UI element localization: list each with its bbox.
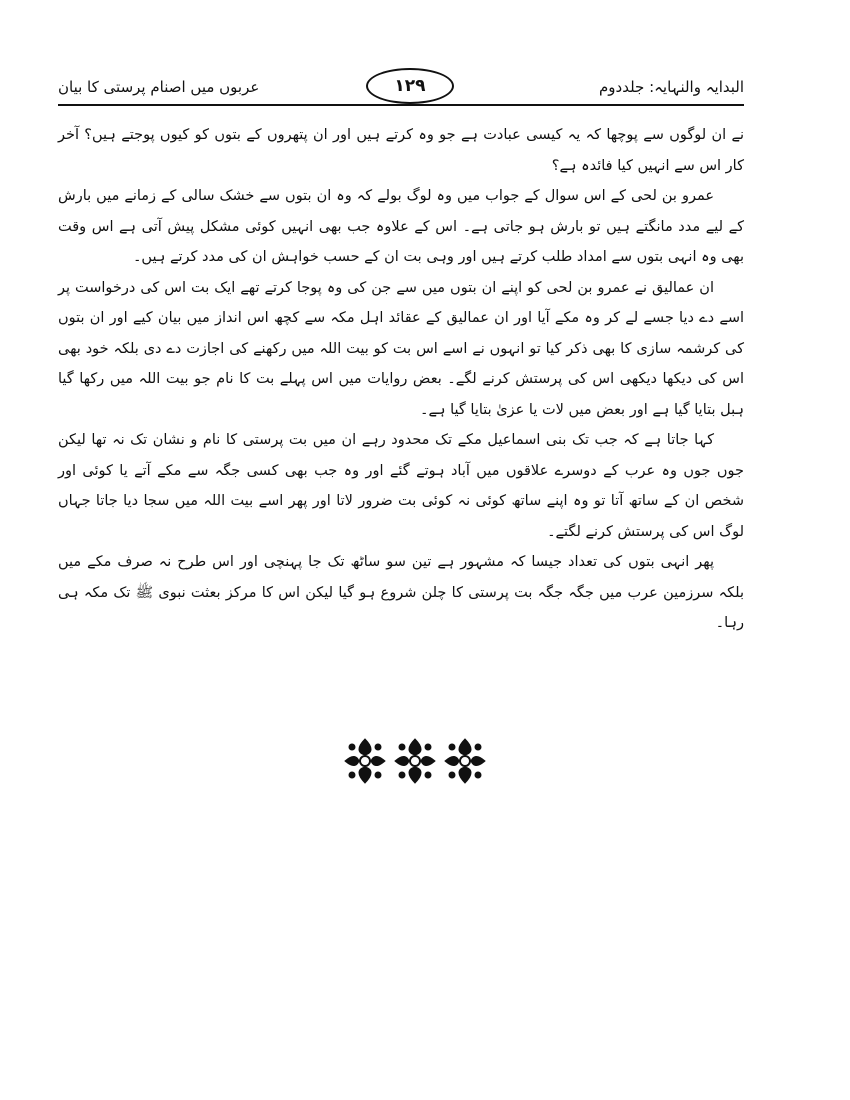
paragraph: نے ان لوگوں سے پوچھا کہ یہ کیسی عبادت ہے جو وہ کرتے ہیں اور ان پتھروں کے بتوں کو کیوں پوجتے ہیں؟ آخر کار اس سے انہیں کیا فائدہ ہے؟ bbox=[58, 127, 744, 174]
paragraph: عمرو بن لحی کے اس سوال کے جواب میں وہ لوگ بولے کہ وہ ان بتوں سے خشک سالی کے زمانے میں بارش کے لیے مدد مانگتے ہیں تو بارش ہو جاتی ہے۔ اس کے علاوہ جب بھی انہیں کوئی مشکل پیش آتی ہے اس وقت بھی وہ انہی بتوں سے امداد طلب کرتے ہیں اور وہی بت ان کے حسب خواہش ان کی مدد کرتے ہیں۔ bbox=[58, 188, 744, 265]
header-rule bbox=[58, 104, 744, 106]
page-number: ۱۲۹ bbox=[366, 68, 454, 104]
floral-ornament-icon bbox=[340, 736, 490, 786]
book-title: البدایہ والنہایہ: جلددوم bbox=[598, 78, 744, 96]
chapter-title: عربوں میں اصنام پرستی کا بیان bbox=[58, 78, 260, 96]
body-text bbox=[58, 120, 744, 639]
paragraph: پھر انہی بتوں کی تعداد جیسا کہ مشہور ہے تین سو ساٹھ تک جا پہنچی اور اس طرح نہ صرف مکے میں بلکہ سرزمین عرب میں جگہ جگہ بت پرستی کا چلن شروع ہو گیا لیکن اس کا مرکز بعثت نبوی ﷺ تک مکہ ہی رہا۔ bbox=[58, 554, 744, 631]
paragraph: ان عمالیق نے عمرو بن لحی کو اپنے ان بتوں میں سے جن کی وہ پوجا کرتے تھے ایک بت اس کی درخواست پر اسے دے دیا جسے لے کر وہ مکے آیا اور ان عمالیق کے عقائد اہل مکہ سے کچھ اس انداز میں بیان کیے اور ان بتوں کی کرشمہ سازی کا بھی ذکر کیا تو انہوں نے اسے اس بت کو بیت اللہ میں رکھنے کی اجازت دے دی بلکہ خود بھی اس کی دیکھا دیکھی اس کی پرستش کرنے لگے۔ بعض روایات میں اس پہلے بت کا نام جو بیت اللہ میں رکھا گیا ہبل بتایا گیا ہے اور بعض میں لات یا عزیٰ بتایا گیا ہے۔ bbox=[58, 279, 744, 418]
page-header bbox=[58, 68, 744, 108]
paragraph: کہا جاتا ہے کہ جب تک بنی اسماعیل مکے تک محدود رہے ان میں بت پرستی کا نام و نشان تک نہ تھا لیکن جوں جوں وہ عرب کے دوسرے علاقوں میں آباد ہوتے گئے اور وہ جب بھی کسی جگہ سے مکے آتے یا کوئی اور شخص ان کے ساتھ آتا تو وہ اپنے ساتھ کوئی نہ کوئی بت ضرور لاتا اور پھر اسے بیت اللہ میں سجا دیا جاتا جہاں لوگ اس کی پرستش کرنے لگتے۔ bbox=[58, 432, 744, 540]
